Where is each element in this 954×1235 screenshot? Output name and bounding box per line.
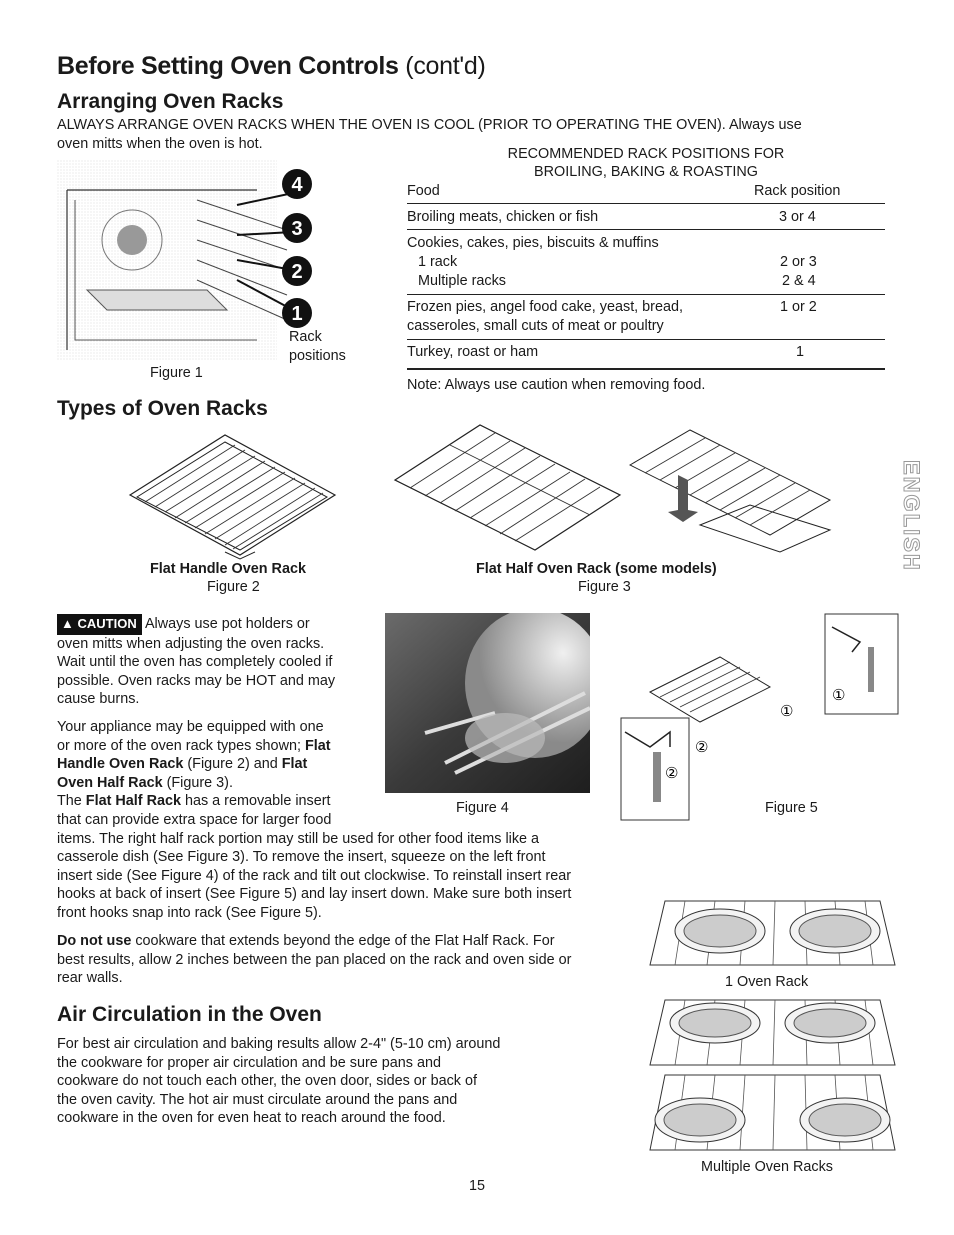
appliance-line5-text2: has a removable insert [180, 793, 331, 810]
table-row-position: 1 or 2 [780, 299, 817, 315]
page-title [57, 52, 485, 81]
rack-position-3-label: 3 [291, 218, 303, 240]
table-row-position: 2 & 4 [782, 273, 816, 289]
air-line2: the cookware for proper air circulation and be sure pans and [57, 1054, 441, 1071]
donotuse-line1-text: cookware that extends beyond the edge of the Flat Half Rack. For [131, 933, 555, 949]
caution-line2: oven mitts when adjusting the oven racks. [57, 635, 325, 652]
table-row-food: Broiling meats, chicken or fish [407, 209, 599, 225]
appliance-line3-text: (Figure 2) and [183, 756, 282, 773]
table-row-food: Turkey, roast or ham [407, 344, 539, 360]
donotuse-line1 [57, 932, 571, 951]
appliance-line3-bold2: Flat [281, 756, 308, 773]
appliance-line10: hooks at back of insert (See Figure 5) and lay insert down. Make sure both insert [57, 886, 572, 903]
flat-half-rack-title: Flat Half Oven Rack (some models) [476, 561, 717, 577]
arranging-intro-line2: oven mitts when the oven is hot. [57, 135, 263, 152]
caution-block [57, 614, 335, 709]
rack-position-1-marker [282, 298, 312, 328]
table-row-food: Cookies, cakes, pies, biscuits & muffins [407, 235, 659, 251]
language-side-tab: ENGLISH [899, 460, 924, 572]
air-line1: For best air circulation and baking results allow 2-4" (5-10 cm) around [57, 1036, 501, 1052]
figure-5-caption: Figure 5 [765, 800, 818, 816]
appliance-line6: that can provide extra space for larger food [57, 811, 332, 828]
appliance-line5-bold: Flat Half Rack [85, 793, 181, 810]
figure-4-caption: Figure 4 [456, 800, 509, 816]
table-row-position: 1 [796, 344, 805, 360]
rack-positions-line2: positions [289, 348, 346, 364]
table-row-food: 1 rack [418, 254, 458, 270]
rack-position-2-label: 2 [291, 261, 303, 283]
table-row-position: 3 or 4 [779, 209, 816, 225]
appliance-line3-bold: Handle Oven Rack [57, 756, 184, 773]
rack-table-title-line2: BROILING, BAKING & ROASTING [534, 164, 758, 180]
rack-position-1-label: 1 [291, 303, 303, 325]
donotuse-paragraph [57, 932, 571, 988]
rack-positions-line1: Rack [289, 329, 322, 345]
caution-badge-label: CAUTION [77, 616, 137, 631]
table-rule [407, 294, 885, 295]
fig5-mark-3: ② [665, 765, 679, 782]
table-row-food: Multiple racks [418, 273, 506, 289]
page-title-contd: (cont'd) [405, 52, 486, 80]
appliance-line4-text: (Figure 3). [162, 774, 233, 791]
table-row-position: 2 or 3 [780, 254, 817, 270]
appliance-line7: items. The right half rack portion may still be used for other food items like a [57, 830, 540, 847]
flat-half-rack-figure [390, 420, 860, 560]
fig5-mark-4: ① [832, 687, 846, 704]
donotuse-line2: best results, allow 2 inches between the pan placed on the rack and oven side or [57, 951, 572, 968]
appliance-line11: front hooks snap into rack (See Figure 5). [57, 904, 322, 921]
table-header-position: Rack position [754, 183, 841, 199]
figure-1-caption: Figure 1 [150, 365, 203, 381]
appliance-line5-text: The [57, 793, 86, 810]
figure-4-photo [385, 613, 590, 793]
rack-positions-label [289, 328, 346, 366]
table-row-food: Frozen pies, angel food cake, yeast, bread, [407, 299, 683, 315]
caution-line [57, 614, 335, 635]
air-line5: cookware in the oven for even heat to reach around the food. [57, 1110, 446, 1127]
multiple-oven-racks-caption: Multiple Oven Racks [701, 1159, 833, 1175]
figure-5-diagram [620, 612, 900, 824]
air-heading: Air Circulation in the Oven [57, 1003, 322, 1026]
caution-line3: Wait until the oven has completely cooled if [57, 654, 333, 671]
warning-triangle-icon: ▲ [61, 616, 74, 631]
rack-position-4-marker [282, 169, 312, 199]
table-rule [407, 368, 885, 370]
caution-line5: cause burns. [57, 691, 140, 708]
types-heading: Types of Oven Racks [57, 397, 268, 420]
caution-badge [57, 614, 142, 635]
appliance-line1: Your appliance may be equipped with one [57, 719, 324, 735]
flat-handle-rack-title: Flat Handle Oven Rack [150, 561, 306, 577]
appliance-line8: casserole dish (See Figure 3). To remove the insert, squeeze on the left front [57, 849, 546, 866]
multiple-oven-racks-figure [645, 995, 900, 1155]
rack-table-title [407, 145, 885, 181]
table-row-food: casseroles, small cuts of meat or poultry [407, 318, 664, 334]
rack-table-title-line1: RECOMMENDED RACK POSITIONS FOR [507, 146, 785, 162]
fig5-mark-1: ① [780, 703, 794, 720]
caution-line4: possible. Oven racks may be HOT and may [57, 672, 336, 689]
figure-3-caption: Figure 3 [578, 579, 631, 595]
fig5-mark-2: ② [695, 739, 709, 756]
table-header-food: Food [407, 183, 440, 199]
figure-2-caption: Figure 2 [207, 579, 260, 595]
rack-position-3-marker [282, 213, 312, 243]
donotuse-bold: Do not use [57, 933, 132, 949]
air-paragraph [57, 1035, 500, 1128]
caution-line1-text: Always use pot holders or [144, 616, 310, 632]
air-line4: the oven cavity. The hot air must circulate around the pans and [57, 1091, 458, 1108]
donotuse-line3: rear walls. [57, 970, 123, 987]
one-oven-rack-figure [645, 893, 900, 973]
appliance-line9: insert side (See Figure 4) of the rack and tilt out clockwise. To reinstall insert rear [57, 867, 572, 884]
page-number: 15 [469, 1178, 486, 1194]
rack-position-2-marker [282, 256, 312, 286]
table-rule [407, 203, 885, 204]
table-note: Note: Always use caution when removing food. [407, 377, 706, 393]
arranging-intro-line1: ALWAYS ARRANGE OVEN RACKS WHEN THE OVEN IS COOL (PRIOR TO OPERATING THE OVEN). Always use [57, 117, 802, 133]
one-oven-rack-caption: 1 Oven Rack [725, 974, 809, 990]
table-rule [407, 229, 885, 230]
appliance-line4-bold: Oven Half Rack [57, 774, 163, 791]
table-rule [407, 339, 885, 340]
appliance-line2-bold: Flat [304, 737, 331, 754]
rack-position-4-label: 4 [291, 174, 303, 196]
appliance-line2-text: or more of the oven rack types shown; [57, 737, 305, 754]
arranging-heading: Arranging Oven Racks [57, 90, 284, 113]
flat-handle-rack-figure [125, 430, 340, 560]
air-line3: cookware do not touch each other, the oven door, sides or back of [57, 1073, 477, 1090]
page-title-bold: Before Setting Oven Controls [57, 52, 399, 80]
